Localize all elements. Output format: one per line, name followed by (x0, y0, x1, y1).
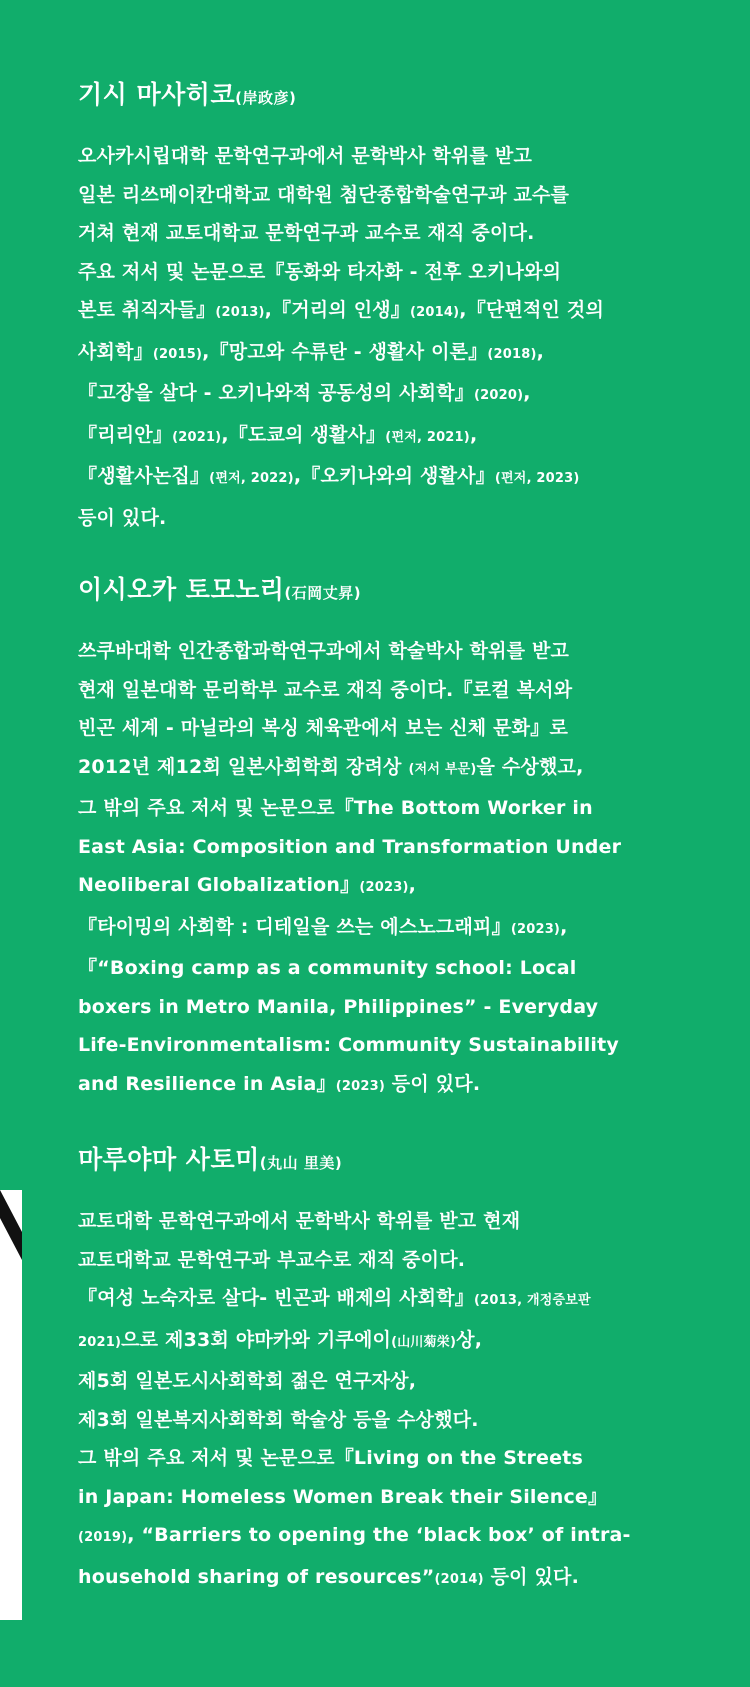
bio-text: Neoliberal Globalization』 (78, 874, 360, 896)
bio-line (78, 1026, 698, 1065)
author-name-korean: 기시 마사히코 (78, 80, 236, 109)
bio-line (78, 1279, 698, 1321)
author-bio-text (78, 632, 698, 1106)
bio-text: 등이 있다. (78, 506, 167, 529)
bio-text: boxers in Metro Manila, Philippines” - Everyday (78, 995, 599, 1018)
author-name (78, 573, 698, 610)
bio-note: (저서 부문) (408, 761, 477, 777)
bio-note: (2023) (359, 880, 409, 895)
bio-note: (2014) (410, 305, 460, 320)
bio-text: 2012년 제12회 일본사회학회 장려상 (78, 755, 409, 778)
bio-line (78, 253, 698, 292)
bio-note: (2020) (473, 388, 524, 403)
bio-text: East Asia: Composition and Transformation Under (78, 835, 622, 858)
author-bio-text (78, 1202, 698, 1599)
bio-text: Life-Environmentalism: Community Sustainability (78, 1034, 620, 1056)
bio-line (78, 416, 698, 458)
bio-note: (2023) (510, 921, 561, 937)
bio-text: ,『단편적인 것의 (459, 299, 605, 321)
bio-note: (山川菊栄) (391, 1334, 457, 1350)
bio-line (78, 291, 698, 333)
bio-text: 현재 일본대학 문리학부 교수로 재직 중이다.『로컬 복서와 (78, 678, 573, 701)
bio-note: 2021) (78, 1334, 122, 1350)
author-bio-ishioka (78, 573, 698, 1106)
bio-text: 을 수상했고, (476, 755, 584, 778)
bio-text: ,『오키나와의 생활사』 (293, 465, 495, 487)
bio-text: ,『거리의 인생』 (264, 299, 411, 321)
bio-note: (편저, 2023) (494, 471, 580, 486)
author-name (78, 1143, 698, 1180)
author-name-hanja: (丸山 里美) (259, 1154, 343, 1172)
bio-text: 오사카시립대학 문학연구과에서 문학박사 학위를 받고 (78, 145, 533, 167)
bio-text: 제3회 일본복지사회학회 학술상 등을 수상했다. (78, 1408, 479, 1431)
bio-line (78, 988, 698, 1027)
bio-line (78, 789, 698, 828)
bio-text: 교토대학 문학연구과에서 문학박사 학위를 받고 현재 (78, 1210, 521, 1232)
bio-line (78, 214, 698, 253)
bio-text: 사회학』 (78, 340, 153, 363)
bio-text: , (408, 874, 417, 896)
bio-note: (편저, 2022) (209, 471, 294, 486)
bio-line (78, 499, 698, 538)
bio-note: (2015) (152, 346, 203, 362)
bio-text: 그 밖의 주요 저서 및 논문으로『The Bottom Worker in (78, 797, 593, 819)
bio-line (78, 1241, 698, 1280)
bio-note: (2013) (215, 305, 265, 320)
bio-text: and Resilience in Asia』 (78, 1072, 336, 1095)
bio-text: 으로 제33회 야마카와 기쿠에이 (121, 1328, 392, 1351)
bio-text: 빈곤 세계 - 마닐라의 복싱 체육관에서 보는 신체 문화』로 (78, 717, 568, 739)
bio-text: 『타이밍의 사회학 : 디테일을 쓰는 에스노그래피』 (78, 915, 511, 938)
bio-text: 교토대학교 문학연구과 부교수로 재직 중이다. (78, 1248, 466, 1271)
bio-note: (2014) (434, 1571, 484, 1587)
bio-note: (2023) (335, 1078, 385, 1094)
bio-note: (2021) (172, 429, 222, 445)
bio-note: (2019) (78, 1530, 128, 1545)
bio-note: (2018) (487, 346, 537, 362)
bio-text: 『리리안』 (78, 423, 173, 446)
bio-line (78, 1439, 698, 1478)
bio-note: (2013, 개정증보판 (473, 1293, 591, 1308)
author-bio-kishi (78, 78, 698, 537)
bio-line (78, 709, 698, 748)
bio-text: 그 밖의 주요 저서 및 논문으로『Living on the Streets (78, 1447, 583, 1469)
bio-text: ,『망고와 수류탄 - 생활사 이론』 (202, 340, 488, 363)
bio-line (78, 908, 698, 950)
author-name-korean: 이시오카 토모노리 (78, 575, 285, 604)
bio-line (78, 632, 698, 671)
bio-text: , (523, 382, 531, 404)
bio-line (78, 1516, 698, 1558)
bio-text: 거쳐 현재 교토대학교 문학연구과 교수로 재직 중이다. (78, 222, 535, 244)
bio-line (78, 1202, 698, 1241)
bio-text: 상, (456, 1328, 483, 1351)
bio-text: 쓰쿠바대학 인간종합과학연구과에서 학술박사 학위를 받고 (78, 640, 570, 662)
bio-line (78, 333, 698, 375)
bio-text: , (536, 340, 545, 363)
bio-line (78, 1558, 698, 1600)
bio-text: , (469, 423, 478, 446)
bio-line (78, 1321, 698, 1363)
bio-text: 『고장을 살다 - 오키나와적 공동성의 사회학』 (78, 382, 474, 404)
bio-text: household sharing of resources” (78, 1565, 435, 1588)
bio-note: (편저, 2021) (385, 429, 470, 445)
bio-line (78, 949, 698, 988)
author-bio-maruyama (78, 1143, 698, 1599)
bio-text: ,『도쿄의 생활사』 (221, 423, 386, 446)
bio-text: , (560, 915, 568, 938)
bio-text: 제5회 일본도시사회학회 젊은 연구자상, (78, 1370, 417, 1392)
bio-line (78, 457, 698, 499)
bio-text: 본토 취직자들』 (78, 299, 216, 321)
bio-line (78, 1065, 698, 1107)
bio-line (78, 137, 698, 176)
decorative-white-bar (0, 1190, 22, 1620)
bio-line (78, 1478, 698, 1517)
bio-text: , “Barriers to opening the ‘black box’ of intra- (127, 1524, 631, 1546)
bio-text: 등이 있다. (483, 1565, 580, 1588)
bio-text: 주요 저서 및 논문으로『동화와 타자화 - 전후 오키나와의 (78, 260, 562, 283)
bio-line (78, 748, 698, 790)
bio-line (78, 374, 698, 416)
bio-line (78, 1401, 698, 1440)
bio-line (78, 866, 698, 908)
bio-text: 『생활사논집』 (78, 465, 210, 487)
bio-text: 등이 있다. (384, 1072, 481, 1095)
author-bio-text (78, 137, 698, 537)
bio-line (78, 176, 698, 215)
bio-line (78, 671, 698, 710)
author-name-korean: 마루야마 사토미 (78, 1145, 260, 1174)
bio-line (78, 828, 698, 867)
bio-text: 일본 리쓰메이칸대학교 대학원 첨단종합학술연구과 교수를 (78, 183, 570, 206)
bio-line (78, 1362, 698, 1401)
author-name-hanja: (岸政彦) (235, 89, 297, 107)
bio-text: 『여성 노숙자로 살다- 빈곤과 배제의 사회학』 (78, 1287, 474, 1309)
bio-text: in Japan: Homeless Women Break their Silence』 (78, 1485, 608, 1508)
author-name (78, 78, 698, 115)
author-name-hanja: (石岡丈昇) (284, 584, 362, 602)
bio-text: 『“Boxing camp as a community school: Local (78, 957, 577, 979)
